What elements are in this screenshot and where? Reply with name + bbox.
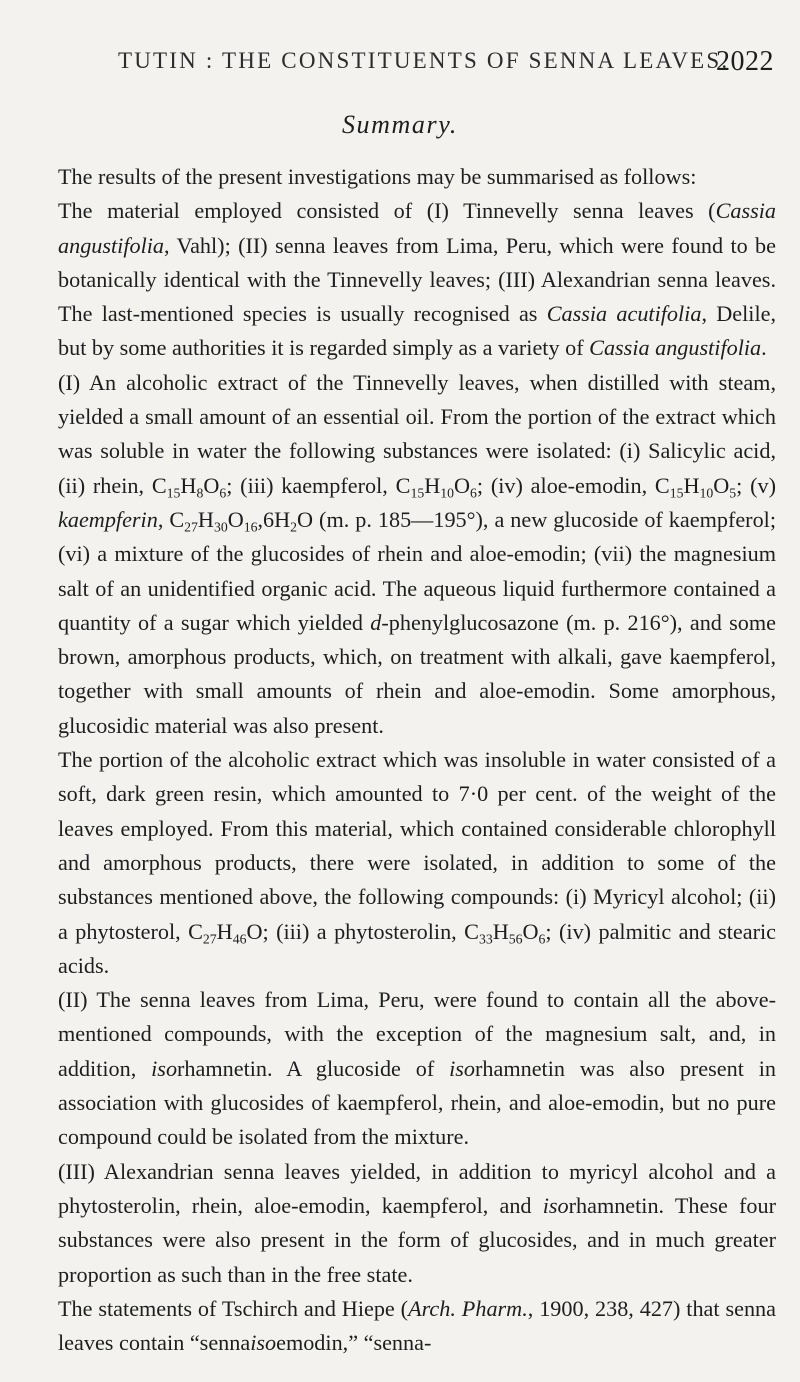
text-run: rhamnetin. A glucoside of <box>177 1055 450 1081</box>
subscript: 10 <box>440 485 454 501</box>
text-run: ; (iv) aloe-emodin, C <box>476 472 670 498</box>
subscript: 46 <box>232 930 247 946</box>
paragraph <box>58 160 776 194</box>
text-run: H <box>180 472 197 498</box>
text-run: , Delile, but by some authorities it is regarded simply as a variety of <box>58 301 777 361</box>
subscript: 5 <box>729 485 737 501</box>
subscript: 15 <box>166 485 181 501</box>
subscript: 56 <box>508 930 523 946</box>
text-run: (III) Alexandrian senna leaves yielded, in addition to myricyl alcohol and a phytosterolin, rhein, aloe-emodin, kaempferol, and <box>58 1158 776 1218</box>
text-run: ; (iv) palmitic and stearic acids. <box>58 918 777 978</box>
text-run: O <box>453 472 470 498</box>
italic-text: iso <box>151 1055 178 1081</box>
paragraph <box>58 366 776 743</box>
text-run: H <box>424 472 441 498</box>
italic-text: iso <box>250 1330 277 1356</box>
subscript: 2 <box>290 519 298 535</box>
italic-text: d <box>370 609 382 635</box>
text-run: rhamnetin was also present in association with glucosides of kaempferol, rhein, and aloe-emodin, but no pure compound could be isolated from the mixture. <box>58 1055 777 1150</box>
section-title: Summary. <box>341 110 459 139</box>
text-run: rhamnetin. These four substances were also present in the form of glucosides, and in much greater proportion as such than in the free state. <box>58 1192 776 1287</box>
text-run: (I) An alcoholic extract of the Tinnevelly leaves, when distilled with steam, yielded a small amount of an essential oil. From the portion of the extract which was soluble in water the following substances were isolated: (i) Salicylic acid, (ii) rhein, C <box>58 369 776 498</box>
subscript: 15 <box>410 485 425 501</box>
text-run: O <box>522 918 539 944</box>
italic-text: Arch. Pharm. <box>408 1295 528 1321</box>
subscript: 15 <box>669 485 684 501</box>
text-run: O <box>713 472 730 498</box>
text-run: O <box>203 472 220 498</box>
paragraph <box>58 1155 776 1292</box>
paragraph <box>58 1292 776 1361</box>
text-run: . <box>761 335 767 361</box>
italic-text: iso <box>542 1192 569 1218</box>
subscript: 8 <box>196 485 204 501</box>
running-header <box>58 46 774 80</box>
text-run: The portion of the alcoholic extract which was insoluble in water consisted of a soft, dark green resin, which amounted to 7·0 per cent. of the weight of the leaves employed. From this material, which contained considerable chlorophyll and amorphous products, there were isolated, in addition to some of the substances mentioned above, the following compounds: (i) Myricyl alcohol; (ii) a phytosterol, C <box>58 747 776 944</box>
text-run: ,6H <box>257 506 291 532</box>
text-run: H <box>197 506 214 532</box>
text-run: emodin,” “senna- <box>276 1330 432 1356</box>
subscript: 6 <box>219 485 227 501</box>
paragraph <box>58 743 776 983</box>
paragraph <box>58 983 776 1154</box>
italic-text: Cassia angustifolia <box>58 198 776 258</box>
text-run: O; (iii) a phytosterolin, C <box>246 918 479 944</box>
text-run: ; (v) <box>736 472 776 498</box>
text-run: , 1900, 238, 427) that senna leaves contain “senna <box>58 1295 776 1356</box>
running-title: TUTIN : THE CONSTITUENTS OF SENNA LEAVES. <box>118 48 730 73</box>
subscript: 6 <box>470 485 477 501</box>
text-run: -phenylglucosazone (m. p. 216°), and some brown, amorphous products, which, on treatment with alkali, gave kaempferol, together with small amounts of rhein and aloe-emodin. Some amorphous, glucosidic material was also present. <box>58 609 776 738</box>
text-run: The material employed consisted of (I) Tinnevelly senna leaves ( <box>58 198 716 224</box>
italic-text: kaempferin <box>58 506 158 532</box>
italic-text: Cassia acutifolia <box>546 301 702 327</box>
text-run: H <box>492 918 509 944</box>
subscript: 16 <box>243 519 258 535</box>
subscript: 33 <box>478 930 493 946</box>
text-run: O (m. p. 185—195°), a new glucoside of kaempferol; (vi) a mixture of the glucosides of rhein and aloe-emodin; (vii) the magnesium salt of an unidentified organic acid. The aqueous liquid furthermore contained a quantity of a sugar which yielded <box>58 506 776 635</box>
subscript: 6 <box>538 930 546 946</box>
text-run: (II) The senna leaves from Lima, Peru, were found to contain all the above-mentioned compounds, with the exception of the magnesium salt, and, in addition, <box>58 987 776 1081</box>
text-run: , C <box>157 506 185 532</box>
text-run: , Vahl); (II) senna leaves from Lima, Peru, which were found to be botanically identical with the Tinnevelly leaves; (III) Alexandrian senna leaves. The last-mentioned species is usually recognised as <box>58 232 776 327</box>
subscript: 10 <box>699 485 714 501</box>
text-run: H <box>683 472 700 498</box>
text-run: The statements of Tschirch and Hiepe ( <box>58 1295 409 1321</box>
text-run: O <box>227 506 244 532</box>
subscript: 27 <box>184 519 198 535</box>
body-text <box>58 160 776 1360</box>
paragraph <box>58 194 776 365</box>
text-run: ; (iii) kaempferol, C <box>226 472 411 498</box>
text-run: The results of the present investigations may be summarised as follows: <box>58 164 697 189</box>
text-run: H <box>216 918 233 944</box>
italic-text: iso <box>449 1055 476 1081</box>
subscript: 30 <box>213 519 228 535</box>
subscript: 27 <box>202 930 217 946</box>
page-number: 2022 <box>716 46 774 77</box>
italic-text: Cassia angustifolia <box>589 335 762 361</box>
